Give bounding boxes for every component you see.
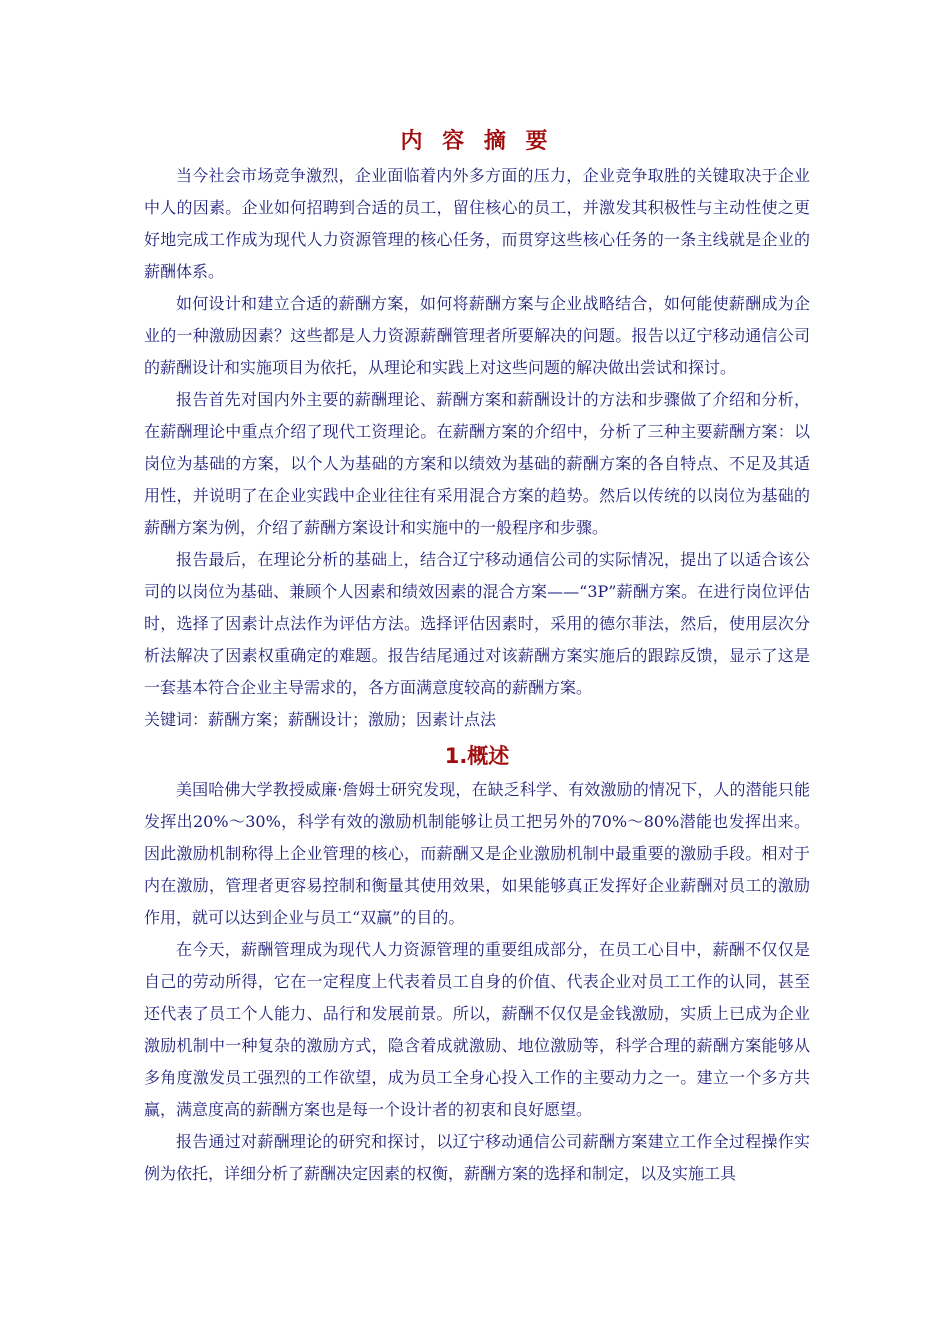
keywords-line: 关键词：薪酬方案；薪酬设计；激励；因素计点法 <box>144 710 497 729</box>
abstract-paragraph: 如何设计和建立合适的薪酬方案，如何将薪酬方案与企业战略结合，如何能使薪酬成为企业的一种激励因素？这些都是人力资源薪酬管理者所要解决的问题。报告以辽宁移动通信公司的薪酬设计和实施项目为依托，从理论和实践上对这些问题的解决做出尝试和探讨。 <box>144 294 810 377</box>
section-paragraph: 美国哈佛大学教授威廉·詹姆士研究发现，在缺乏科学、有效激励的情况下，人的潜能只能发挥出20%～30%，科学有效的激励机制能够让员工把另外的70%～80%潜能也发挥出来。因此激励机制称得上企业管理的核心，而薪酬又是企业激励机制中最重要的激励手段。相对于内在激励，管理者更容易控制和衡量其使用效果，如果能够真正发挥好企业薪酬对员工的激励作用，就可以达到企业与员工“双赢”的目的。 <box>144 780 810 927</box>
abstract-paragraph: 报告最后，在理论分析的基础上，结合辽宁移动通信公司的实际情况，提出了以适合该公司的以岗位为基础、兼顾个人因素和绩效因素的混合方案——“3P”薪酬方案。在进行岗位评估时，选择了因素计点法作为评估方法。选择评估因素时，采用的德尔菲法，然后，使用层次分析法解决了因素权重确定的难题。报告结尾通过对该薪酬方案实施后的跟踪反馈，显示了这是一套基本符合企业主导需求的，各方面满意度较高的薪酬方案。 <box>144 550 810 697</box>
abstract-paragraph: 当今社会市场竞争激烈，企业面临着内外多方面的压力，企业竞争取胜的关键取决于企业中人的因素。企业如何招聘到合适的员工，留住核心的员工，并激发其积极性与主动性使之更好地完成工作成为现代人力资源管理的核心任务，而贯穿这些核心任务的一条主线就是企业的薪酬体系。 <box>144 166 810 281</box>
section-paragraph: 报告通过对薪酬理论的研究和探讨，以辽宁移动通信公司薪酬方案建立工作全过程操作实例为依托，详细分析了薪酬决定因素的权衡，薪酬方案的选择和制定，以及实施工具 <box>144 1132 810 1183</box>
document-content <box>144 124 810 1190</box>
section-title-overview: 1.概述 <box>444 744 510 768</box>
abstract-paragraph: 报告首先对国内外主要的薪酬理论、薪酬方案和薪酬设计的方法和步骤做了介绍和分析，在薪酬理论中重点介绍了现代工资理论。在薪酬方案的介绍中，分析了三种主要薪酬方案：以岗位为基础的方案，以个人为基础的方案和以绩效为基础的薪酬方案的各自特点、不足及其适用性，并说明了在企业实践中企业往往有采用混合方案的趋势。然后以传统的以岗位为基础的薪酬方案为例，介绍了薪酬方案设计和实施中的一般程序和步骤。 <box>144 390 810 537</box>
section-paragraph: 在今天，薪酬管理成为现代人力资源管理的重要组成部分，在员工心目中，薪酬不仅仅是自己的劳动所得，它在一定程度上代表着员工自身的价值、代表企业对员工工作的认同，甚至还代表了员工个人能力、品行和发展前景。所以，薪酬不仅仅是金钱激励，实质上已成为企业激励机制中一种复杂的激励方式，隐含着成就激励、地位激励等，科学合理的薪酬方案能够从多角度激发员工强烈的工作欲望，成为员工全身心投入工作的主要动力之一。建立一个多方共赢，满意度高的薪酬方案也是每一个设计者的初衷和良好愿望。 <box>144 940 810 1119</box>
abstract-title: 内 容 摘 要 <box>400 128 554 154</box>
